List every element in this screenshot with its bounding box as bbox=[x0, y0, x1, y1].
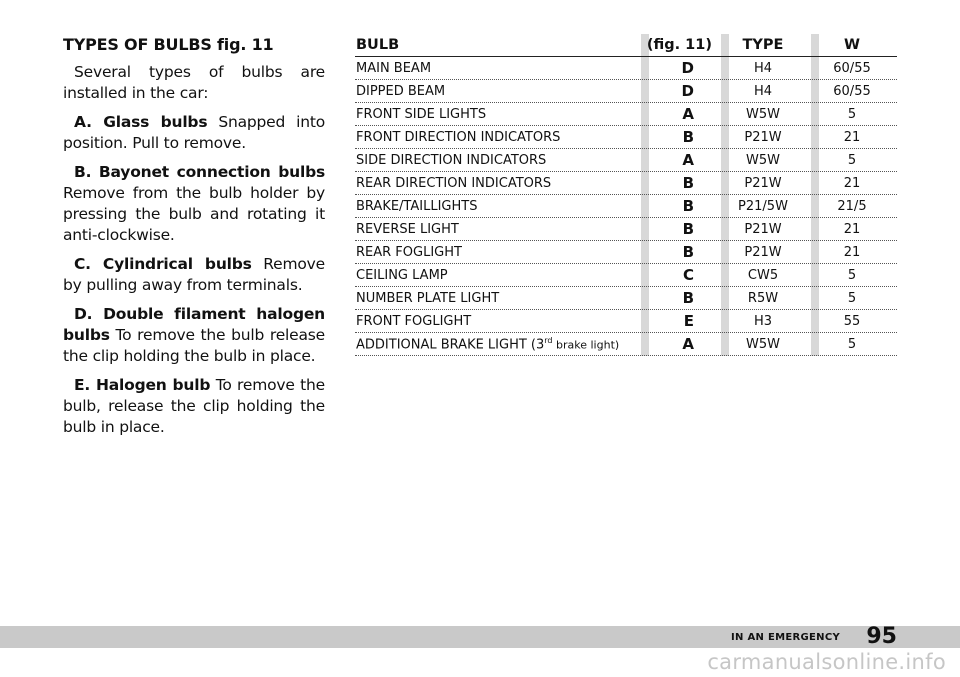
table-row bbox=[355, 287, 897, 310]
cell-type: P21W bbox=[744, 175, 782, 191]
cell-bulb: REAR FOGLIGHT bbox=[356, 244, 462, 260]
cell-watts: 60/55 bbox=[833, 83, 871, 99]
cell-watts: 21 bbox=[843, 221, 861, 237]
bulb-type-label: A. Glass bulbs bbox=[74, 113, 208, 131]
bulb-type-label: C. Cylindrical bulbs bbox=[74, 255, 252, 273]
bulb-type-text: Remove from the bulb holder by pressing the bulb and rotating it anti-clockwise. bbox=[63, 184, 325, 244]
table-row bbox=[355, 80, 897, 103]
cell-fig: A bbox=[682, 151, 694, 169]
bulb-type-text: Snapped into position. Pull to remove. bbox=[63, 113, 325, 152]
table-row bbox=[355, 218, 897, 241]
cell-fig: C bbox=[682, 266, 694, 284]
cell-bulb: NUMBER PLATE LIGHT bbox=[356, 290, 500, 306]
cell-fig: A bbox=[682, 335, 694, 353]
cell-fig: B bbox=[682, 128, 694, 146]
cell-bulb: BRAKE/TAILLIGHTS bbox=[356, 198, 478, 214]
bulb-type-d bbox=[63, 304, 325, 367]
table-row bbox=[355, 333, 897, 356]
bulb-type-e bbox=[63, 375, 325, 438]
bulb-type-label: B. Bayonet connection bulbs bbox=[74, 163, 325, 181]
cell-type: P21W bbox=[744, 129, 782, 145]
cell-watts: 21 bbox=[843, 175, 861, 191]
cell-bulb: REVERSE LIGHT bbox=[356, 221, 459, 237]
cell-watts: 21/5 bbox=[837, 198, 867, 214]
section-title: TYPES OF BULBS fig. 11 bbox=[63, 35, 274, 54]
bulb-type-text: Remove by pulling away from terminals. bbox=[63, 255, 325, 294]
cell-bulb: FRONT DIRECTION INDICATORS bbox=[356, 129, 561, 145]
table-row bbox=[355, 126, 897, 149]
cell-bulb: SIDE DIRECTION INDICATORS bbox=[356, 152, 547, 168]
header-type: TYPE bbox=[742, 37, 784, 53]
table-row bbox=[355, 172, 897, 195]
cell-fig: B bbox=[682, 220, 694, 238]
cell-type: CW5 bbox=[747, 267, 779, 283]
cell-fig: A bbox=[682, 105, 694, 123]
table-row bbox=[355, 57, 897, 80]
header-fig: (fig. 11) bbox=[646, 37, 712, 53]
cell-bulb: DIPPED BEAM bbox=[356, 83, 446, 99]
bulb-type-label: D. Double filament halogen bulbs bbox=[63, 305, 325, 344]
cell-bulb: ADDITIONAL BRAKE LIGHT (3rd brake light) bbox=[356, 335, 620, 353]
bulb-type-text: To remove the bulb, release the clip holding the bulb in place. bbox=[63, 376, 325, 436]
cell-watts: 55 bbox=[843, 313, 861, 329]
bulb-type-b bbox=[63, 162, 325, 246]
cell-bulb: FRONT FOGLIGHT bbox=[356, 313, 472, 329]
cell-fig: B bbox=[682, 174, 694, 192]
cell-watts: 5 bbox=[847, 106, 857, 122]
cell-watts: 5 bbox=[847, 336, 857, 352]
bulb-type-a bbox=[63, 112, 325, 154]
page-footer bbox=[0, 626, 960, 648]
cell-watts: 60/55 bbox=[833, 60, 871, 76]
page-number: 95 bbox=[866, 624, 897, 649]
cell-type: H3 bbox=[753, 313, 773, 329]
cell-type: H4 bbox=[753, 60, 773, 76]
table-row bbox=[355, 310, 897, 333]
cell-fig: B bbox=[682, 197, 694, 215]
cell-fig: B bbox=[682, 243, 694, 261]
table-row bbox=[355, 195, 897, 218]
footer-section-title: IN AN EMERGENCY bbox=[731, 632, 840, 643]
cell-watts: 21 bbox=[843, 244, 861, 260]
cell-fig: B bbox=[682, 289, 694, 307]
cell-bulb: FRONT SIDE LIGHTS bbox=[356, 106, 487, 122]
bulb-types-section bbox=[63, 34, 325, 446]
cell-watts: 5 bbox=[847, 152, 857, 168]
header-bulb: BULB bbox=[356, 37, 400, 53]
cell-bulb: MAIN BEAM bbox=[356, 60, 432, 76]
table-row bbox=[355, 103, 897, 126]
cell-fig: D bbox=[681, 59, 694, 77]
watermark: carmanualsonline.info bbox=[707, 650, 946, 674]
header-watts: W bbox=[844, 37, 860, 53]
intro-paragraph: Several types of bulbs are installed in the car: bbox=[63, 63, 325, 102]
cell-type: P21W bbox=[744, 244, 782, 260]
cell-type: W5W bbox=[746, 336, 780, 352]
cell-bulb: CEILING LAMP bbox=[356, 267, 448, 283]
cell-watts: 21 bbox=[843, 129, 861, 145]
cell-watts: 5 bbox=[847, 267, 857, 283]
cell-type: W5W bbox=[746, 152, 780, 168]
cell-fig: E bbox=[683, 312, 694, 330]
cell-type: P21W bbox=[744, 221, 782, 237]
bulb-type-c bbox=[63, 254, 325, 296]
cell-type: H4 bbox=[753, 83, 773, 99]
cell-type: W5W bbox=[746, 106, 780, 122]
table-row bbox=[355, 149, 897, 172]
cell-fig: D bbox=[681, 82, 694, 100]
bulb-type-text: To remove the bulb release the clip holding the bulb in place. bbox=[63, 326, 325, 365]
table-row bbox=[355, 241, 897, 264]
cell-type: P21/5W bbox=[738, 198, 788, 214]
bulb-type-label: E. Halogen bulb bbox=[74, 376, 211, 394]
bulb-table bbox=[355, 34, 897, 356]
table-header-row bbox=[355, 34, 897, 57]
cell-bulb: REAR DIRECTION INDICATORS bbox=[356, 175, 552, 191]
cell-watts: 5 bbox=[847, 290, 857, 306]
table-row bbox=[355, 264, 897, 287]
cell-type: R5W bbox=[747, 290, 779, 306]
